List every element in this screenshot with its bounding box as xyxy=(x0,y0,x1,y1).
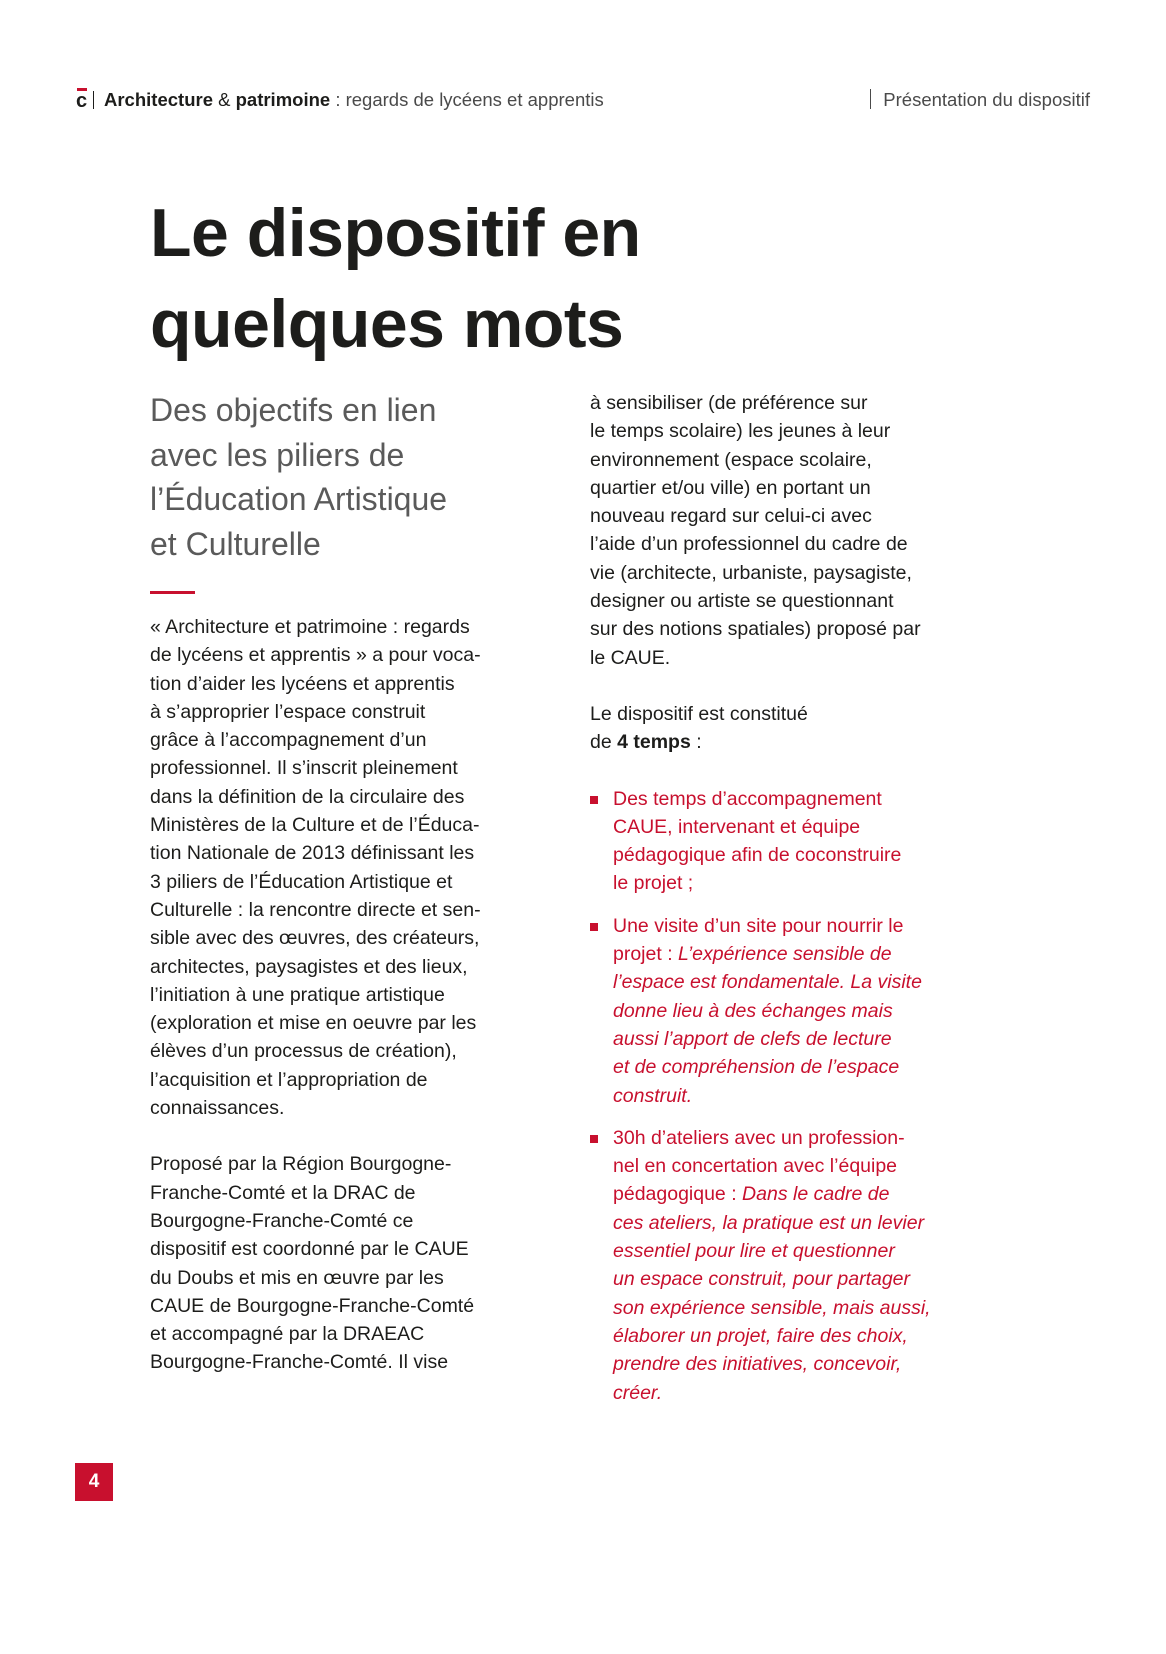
text-line: à sensibiliser (de préférence sur xyxy=(590,392,868,414)
section-separator xyxy=(870,89,871,109)
subtitle-line: l’Éducation Artistique xyxy=(150,481,448,517)
text-line: « Architecture et patrimoine : regards xyxy=(150,616,470,638)
steps-list xyxy=(590,785,990,1407)
step-description: un espace construit, pour partager xyxy=(613,1268,911,1291)
text-line: Proposé par la Région Bourgogne- xyxy=(150,1153,452,1176)
text-line: l’initiation à une pratique artistique xyxy=(150,983,445,1006)
text-line: (exploration et mise en oeuvre par les xyxy=(150,1012,477,1035)
text-line: Ministères de la Culture et de l’Éduca- xyxy=(150,814,480,837)
step-item xyxy=(590,785,990,898)
text-line: tion Nationale de 2013 définissant les xyxy=(150,842,475,865)
title-word-architecture: Architecture xyxy=(104,89,213,110)
text-line: 3 piliers de l’Éducation Artistique et xyxy=(150,870,453,893)
step-description: prendre des initiatives, concevoir, xyxy=(613,1353,902,1376)
text-line: et accompagné par la DRAEAC xyxy=(150,1323,425,1346)
intro-line-2-post: : xyxy=(690,731,702,754)
subtitle-line: et Culturelle xyxy=(150,525,321,562)
step-text: CAUE, intervenant et équipe xyxy=(613,815,861,838)
section-label xyxy=(870,89,1090,111)
text-line: Culturelle : la rencontre directe et sen- xyxy=(150,898,481,921)
text-line: designer ou artiste se questionnant xyxy=(590,590,894,613)
text-line: grâce à l’accompagnement d’un xyxy=(150,729,427,752)
step-description: construit. xyxy=(613,1084,693,1107)
section-subtitle xyxy=(150,388,447,566)
step-text: pédagogique : xyxy=(613,1183,743,1206)
square-bullet-icon xyxy=(590,796,598,804)
title-word-patrimoine: patrimoine xyxy=(235,89,331,110)
step-description: l’espace est fondamentale. La visite xyxy=(613,971,922,994)
title-ampersand: & xyxy=(212,89,236,110)
step-text: Des temps d’accompagnement xyxy=(613,787,882,810)
intro-line-1: Le dispositif est constitué xyxy=(590,702,808,725)
step-description: Dans le cadre de xyxy=(742,1183,890,1206)
page-title xyxy=(150,188,641,370)
step-item xyxy=(590,1124,990,1407)
step-description: ces ateliers, la pratique est un levier xyxy=(613,1211,925,1234)
text-line: du Doubs et mis en œuvre par les xyxy=(150,1266,444,1289)
page-header xyxy=(76,86,1090,116)
step-description: son expérience sensible, mais aussi, xyxy=(613,1296,931,1319)
intro-line-2-pre: de xyxy=(590,731,618,754)
text-line: vie (architecte, urbaniste, paysagiste, xyxy=(590,561,912,584)
logo-separator xyxy=(93,91,94,109)
subtitle-line: Des objectifs en lien xyxy=(150,392,437,428)
objective-paragraph xyxy=(590,389,990,672)
text-line: l’acquisition et l’appropriation de xyxy=(150,1068,428,1091)
publication-title xyxy=(104,89,604,111)
page-title-line-2: quelques mots xyxy=(150,286,624,362)
text-line: le temps scolaire) les jeunes à leur xyxy=(590,420,891,443)
step-description: L’expérience sensible de xyxy=(678,943,892,966)
text-line: dispositif est coordonné par le CAUE xyxy=(150,1238,469,1261)
text-line: sible avec des œuvres, des créateurs, xyxy=(150,927,480,950)
title-subtitle: : regards de lycéens et apprentis xyxy=(330,89,604,110)
text-line: professionnel. Il s’inscrit pleinement xyxy=(150,757,458,780)
logo-letter: c xyxy=(76,90,88,112)
text-line: environnement (espace scolaire, xyxy=(590,448,872,471)
caue-logo-icon xyxy=(76,88,92,110)
subtitle-line: avec les piliers de xyxy=(150,436,405,473)
coordination-paragraph xyxy=(150,1150,550,1376)
text-line: Bourgogne-Franche-Comté. Il vise xyxy=(150,1351,449,1374)
text-line: le CAUE. xyxy=(590,646,671,669)
text-line: à s’approprier l’espace construit xyxy=(150,700,426,723)
paragraph-gap xyxy=(590,672,990,700)
text-line: nouveau regard sur celui-ci avec xyxy=(590,505,872,528)
four-steps-intro xyxy=(590,700,990,757)
step-description: aussi l’apport de clefs de lecture xyxy=(613,1027,892,1050)
intro-paragraph xyxy=(150,613,550,1122)
text-line: Bourgogne-Franche-Comté ce xyxy=(150,1209,414,1232)
paragraph-gap xyxy=(150,1122,550,1150)
step-text: le projet ; xyxy=(613,872,694,895)
step-description: créer. xyxy=(613,1381,663,1404)
page-number-badge xyxy=(75,1463,113,1501)
text-line: de lycéens et apprentis » a pour voca- xyxy=(150,644,481,667)
text-line: connaissances. xyxy=(150,1097,285,1120)
paragraph-gap xyxy=(590,757,990,785)
step-text: projet : xyxy=(613,943,679,966)
step-description: essentiel pour lire et questionner xyxy=(613,1240,895,1263)
accent-divider xyxy=(150,591,195,594)
text-line: sur des notions spatiales) proposé par xyxy=(590,618,921,641)
text-line: l’aide d’un professionnel du cadre de xyxy=(590,533,908,556)
text-line: architectes, paysagistes et des lieux, xyxy=(150,955,468,978)
left-column xyxy=(150,613,550,1377)
step-text: Une visite d’un site pour nourrir le xyxy=(613,914,904,937)
text-line: Franche-Comté et la DRAC de xyxy=(150,1181,416,1204)
square-bullet-icon xyxy=(590,1135,598,1143)
text-line: tion d’aider les lycéens et apprentis xyxy=(150,672,455,695)
text-line: CAUE de Bourgogne-Franche-Comté xyxy=(150,1294,475,1317)
text-line: élèves d’un processus de création), xyxy=(150,1040,457,1063)
step-description: élaborer un projet, faire des choix, xyxy=(613,1324,908,1347)
page-number: 4 xyxy=(88,1471,100,1492)
step-text: nel en concertation avec l’équipe xyxy=(613,1155,898,1178)
right-column xyxy=(590,389,990,1421)
step-description: et de compréhension de l’espace xyxy=(613,1056,900,1079)
text-line: dans la définition de la circulaire des xyxy=(150,785,465,808)
page-title-line-1: Le dispositif en xyxy=(150,195,641,271)
step-item xyxy=(590,912,990,1110)
step-text: 30h d’ateliers avec un profession- xyxy=(613,1126,905,1149)
square-bullet-icon xyxy=(590,923,598,931)
section-name: Présentation du dispositif xyxy=(883,89,1090,110)
step-description: donne lieu à des échanges mais xyxy=(613,999,893,1022)
text-line: quartier et/ou ville) en portant un xyxy=(590,476,871,499)
four-steps-emphasis: 4 temps xyxy=(617,731,691,754)
step-text: pédagogique afin de coconstruire xyxy=(613,844,902,867)
